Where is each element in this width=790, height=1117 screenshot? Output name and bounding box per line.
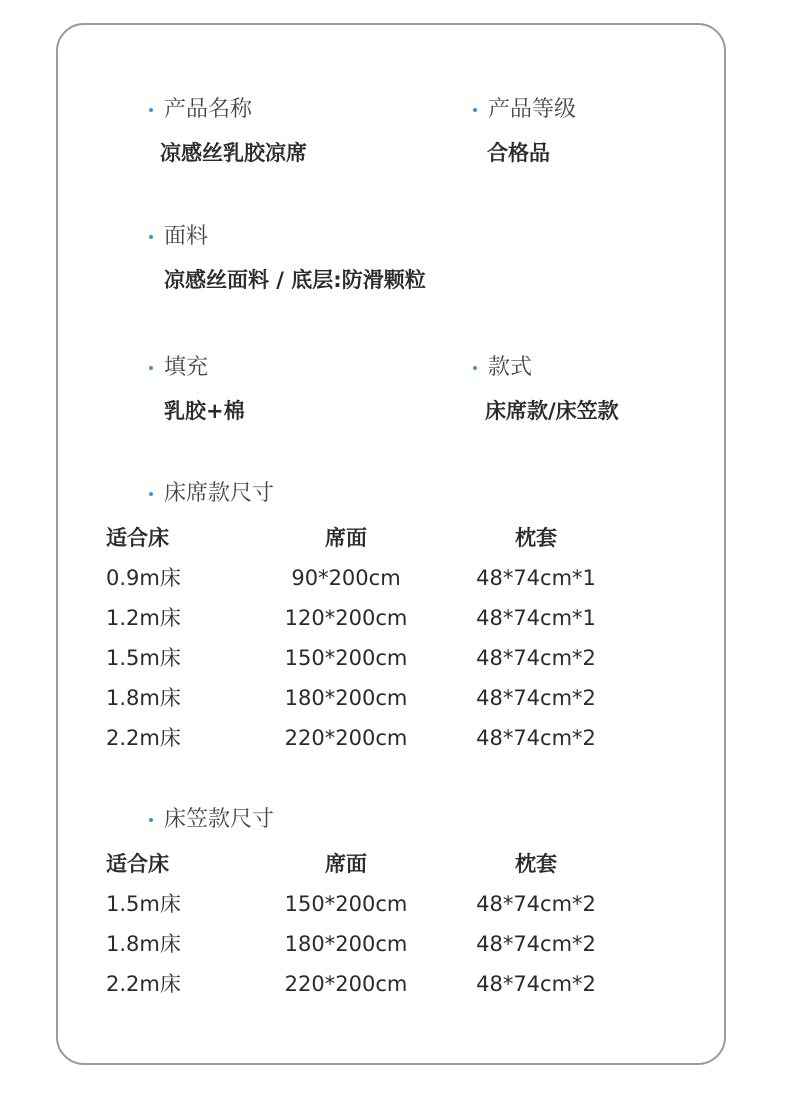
field-product-grade	[470, 96, 576, 167]
table-row	[106, 930, 666, 970]
bed-size-cell: 1.8m床	[106, 686, 181, 710]
field-fabric	[146, 223, 426, 294]
field-value: 合格品	[487, 141, 550, 165]
pillowcase-cell: 48*74cm*2	[476, 892, 596, 916]
bed-size-cell: 1.5m床	[106, 646, 181, 670]
mat-size-section	[146, 480, 274, 508]
pillowcase-cell: 48*74cm*2	[476, 972, 596, 996]
field-product-name	[146, 96, 307, 167]
table-row	[106, 684, 666, 724]
field-label: 款式	[470, 354, 619, 382]
column-header: 枕套	[515, 852, 557, 876]
bed-size-cell: 2.2m床	[106, 726, 181, 750]
field-value: 凉感丝面料 / 底层:防滑颗粒	[164, 268, 426, 292]
pillowcase-cell: 48*74cm*1	[476, 606, 596, 630]
field-label: 面料	[146, 223, 426, 251]
mat-size-cell: 220*200cm	[284, 972, 408, 996]
section-title: 床笠款尺寸	[146, 806, 274, 834]
pillowcase-cell: 48*74cm*2	[476, 646, 596, 670]
field-style	[470, 354, 619, 425]
mat-size-cell: 150*200cm	[284, 646, 408, 670]
column-header: 适合床	[106, 526, 169, 550]
mat-size-table	[106, 524, 666, 764]
field-filling	[146, 354, 245, 425]
table-row	[106, 890, 666, 930]
field-value: 凉感丝乳胶凉席	[160, 141, 307, 165]
fitted-size-section	[146, 806, 274, 834]
column-header: 适合床	[106, 852, 169, 876]
field-value: 床席款/床笠款	[485, 399, 619, 423]
bed-size-cell: 1.8m床	[106, 932, 181, 956]
bed-size-cell: 0.9m床	[106, 566, 181, 590]
field-label: 产品等级	[470, 96, 576, 124]
table-header-row	[106, 850, 666, 890]
table-row	[106, 564, 666, 604]
table-header-row	[106, 524, 666, 564]
pillowcase-cell: 48*74cm*2	[476, 726, 596, 750]
table-row	[106, 604, 666, 644]
mat-size-cell: 220*200cm	[284, 726, 408, 750]
bed-size-cell: 1.5m床	[106, 892, 181, 916]
mat-size-cell: 90*200cm	[291, 566, 401, 590]
column-header: 席面	[325, 526, 367, 550]
mat-size-cell: 150*200cm	[284, 892, 408, 916]
fitted-size-table	[106, 850, 666, 1010]
field-label: 填充	[146, 354, 245, 382]
mat-size-cell: 180*200cm	[284, 686, 408, 710]
bed-size-cell: 2.2m床	[106, 972, 181, 996]
table-row	[106, 644, 666, 684]
field-value: 乳胶+棉	[164, 399, 245, 423]
pillowcase-cell: 48*74cm*2	[476, 686, 596, 710]
mat-size-cell: 180*200cm	[284, 932, 408, 956]
table-row	[106, 970, 666, 1010]
mat-size-cell: 120*200cm	[284, 606, 408, 630]
field-label: 产品名称	[146, 96, 307, 124]
column-header: 枕套	[515, 526, 557, 550]
section-title: 床席款尺寸	[146, 480, 274, 508]
table-row	[106, 724, 666, 764]
pillowcase-cell: 48*74cm*2	[476, 932, 596, 956]
pillowcase-cell: 48*74cm*1	[476, 566, 596, 590]
bed-size-cell: 1.2m床	[106, 606, 181, 630]
column-header: 席面	[325, 852, 367, 876]
